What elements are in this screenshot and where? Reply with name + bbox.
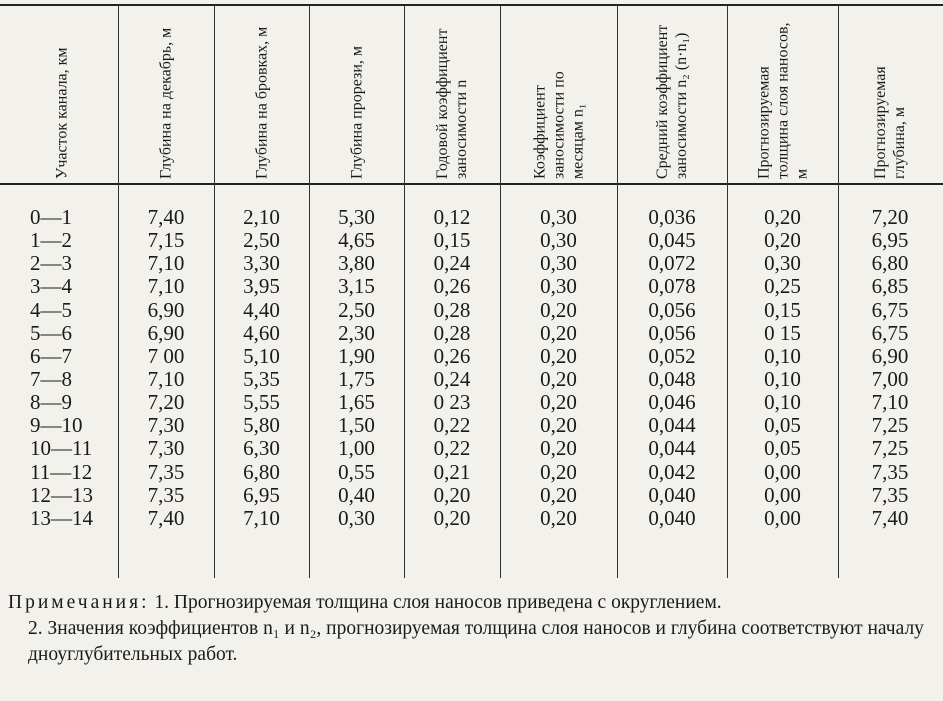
- table-cell: 5—6: [30, 320, 72, 345]
- table-cell: 0,20: [764, 205, 801, 229]
- table-cell: 5,55: [243, 390, 280, 415]
- table-cell: 0,00: [764, 459, 801, 484]
- column-divider: [214, 6, 215, 578]
- table-cell: 0,28: [433, 320, 471, 345]
- table-cell: 5,35: [243, 366, 280, 391]
- table-cell: 0,00: [764, 505, 801, 530]
- column-divider: [727, 6, 728, 578]
- table-cell: 0—1: [30, 205, 72, 229]
- note-1-text: 1. Прогнозируемая толщина слоя наносов приведена с округлением.: [154, 592, 722, 613]
- table-cell: 7,30: [147, 436, 185, 461]
- table-cell: 2,30: [338, 320, 375, 345]
- table-cell: 8—9: [30, 390, 72, 415]
- table-cell: 4,65: [338, 228, 375, 253]
- table-cell: 0,05: [764, 436, 801, 461]
- table-column-average-coef: [619, 206, 725, 530]
- table-cell: 0 15: [764, 320, 801, 345]
- table-cell: 7,40: [147, 505, 185, 530]
- table-cell: 0,30: [540, 228, 577, 253]
- table-cell: 0,15: [433, 228, 471, 253]
- column-divider: [617, 6, 618, 578]
- table-column-annual-coef: [406, 206, 498, 530]
- table-cell: 0,25: [764, 274, 801, 299]
- table-cell: 0,20: [540, 343, 577, 368]
- table-cell: 0,22: [433, 413, 471, 438]
- table-cell: 0,12: [433, 205, 471, 229]
- table-cell: 0,040: [648, 482, 696, 507]
- table-cell: 0,045: [648, 228, 696, 253]
- table-cell: 0,20: [433, 482, 471, 507]
- table-cell: 7,25: [871, 436, 909, 461]
- table-cell: 0,20: [540, 366, 577, 391]
- header-cell-cut-depth: [311, 10, 402, 180]
- table-cell: 0,05: [764, 413, 801, 438]
- table-cell: 0,048: [648, 366, 696, 391]
- column-divider: [404, 6, 405, 578]
- table-cell: 3,30: [243, 251, 280, 276]
- table-cell: 11—12: [30, 459, 93, 484]
- table-cell: 0,072: [648, 251, 696, 276]
- table-cell: 7,10: [147, 366, 185, 391]
- header-cell-average-coef: [619, 10, 725, 180]
- header-cell-layer-thickness: [729, 10, 836, 180]
- table-cell: 0,078: [648, 274, 696, 299]
- table-cell: 0,046: [648, 390, 696, 415]
- table-cell: 0,30: [540, 274, 577, 299]
- table-column-layer-thickness: [729, 206, 836, 530]
- table-cell: 2,10: [243, 205, 280, 229]
- table-cell: 3,15: [338, 274, 375, 299]
- header-cell-depth-edges: [216, 10, 307, 180]
- header-text: Прогнозируемая глубина, м: [872, 66, 908, 179]
- table-cell: 1—2: [30, 228, 72, 253]
- table-cell: 7,20: [871, 205, 909, 229]
- table-top-rule: [0, 4, 943, 6]
- table-cell: 1,65: [338, 390, 375, 415]
- table-cell: 0,20: [540, 505, 577, 530]
- table-cell: 2,50: [243, 228, 280, 253]
- table-cell: 0,10: [764, 343, 801, 368]
- table-cell: 9—10: [30, 413, 83, 438]
- table-cell: 0,26: [433, 343, 471, 368]
- table-cell: 0,55: [338, 459, 375, 484]
- table-cell: 0,26: [433, 274, 471, 299]
- table-cell: 6,95: [871, 228, 909, 253]
- table-cell: 6,85: [871, 274, 909, 299]
- table-cell: 5,80: [243, 413, 280, 438]
- table-cell: 12—13: [30, 482, 93, 507]
- table-cell: 0,20: [540, 436, 577, 461]
- table-cell: 0,28: [433, 297, 471, 322]
- table-cell: 6,90: [147, 320, 185, 345]
- table-cell: 0,24: [433, 251, 471, 276]
- table-cell: 0,20: [764, 228, 801, 253]
- table-cell: 7,35: [871, 459, 909, 484]
- table-cell: 7,10: [147, 251, 185, 276]
- table-cell: 5,30: [338, 205, 375, 229]
- table-cell: 6,90: [871, 343, 909, 368]
- header-text: Глубина прорези, м: [348, 45, 365, 179]
- header-text: Прогнозируемая толщина слоя наносов, м: [755, 22, 810, 179]
- header-text: Глубина на бровках, м: [253, 26, 270, 179]
- table-cell: 7,35: [147, 482, 185, 507]
- table-cell: 7,35: [147, 459, 185, 484]
- table-cell: 0,044: [648, 436, 696, 461]
- table-cell: 0,20: [540, 482, 577, 507]
- table-cell: 0,040: [648, 505, 696, 530]
- header-cell-monthly-coef: [502, 10, 615, 180]
- table-cell: 6—7: [30, 343, 72, 368]
- header-text: Коэффициент заносимости по месяцам n₁: [531, 71, 586, 179]
- table-cell: 7,35: [871, 482, 909, 507]
- header-text: Глубина на декабрь, м: [157, 27, 175, 179]
- table-cell: 0,30: [540, 251, 577, 276]
- table-cell: 0,20: [540, 320, 577, 345]
- table-column-cut-depth: [311, 206, 402, 530]
- table-cell: 7,10: [243, 505, 280, 530]
- table-cell: 4—5: [30, 297, 72, 322]
- table-cell: 0,30: [540, 205, 577, 229]
- note-1: [8, 590, 938, 616]
- table-column-depth-edges: [216, 206, 307, 530]
- table-cell: 0,056: [648, 297, 696, 322]
- table-cell: 0,20: [540, 413, 577, 438]
- header-cell-forecast-depth: [840, 10, 940, 180]
- table-cell: 1,75: [338, 366, 375, 391]
- table-cell: 0 23: [433, 390, 471, 415]
- table-cell: 6,75: [871, 297, 909, 322]
- table-cell: 0,20: [433, 505, 471, 530]
- table-cell: 4,60: [243, 320, 280, 345]
- table-cell: 7,15: [147, 228, 185, 253]
- notes-label: Примечания:: [8, 592, 150, 613]
- table-column-section: [30, 206, 118, 530]
- header-cell-section: [8, 10, 116, 180]
- column-divider: [118, 6, 119, 578]
- table-cell: 0,20: [540, 297, 577, 322]
- column-divider: [500, 6, 501, 578]
- table-cell: 2,50: [338, 297, 375, 322]
- table-cell: 3—4: [30, 274, 72, 299]
- table-cell: 0,21: [433, 459, 471, 484]
- table-cell: 7—8: [30, 366, 72, 391]
- table-cell: 6,80: [243, 459, 280, 484]
- table-cell: 0,052: [648, 343, 696, 368]
- table-cell: 6,80: [871, 251, 909, 276]
- table-cell: 0,036: [648, 205, 696, 229]
- table-cell: 6,95: [243, 482, 280, 507]
- table-cell: 1,50: [338, 413, 375, 438]
- table-cell: 7,00: [871, 366, 909, 391]
- header-text: Средний коэффициент заносимости n₂ (n·n₁): [654, 24, 690, 179]
- table-cell: 6,30: [243, 436, 280, 461]
- table-cell: 5,10: [243, 343, 280, 368]
- table-cell: 3,95: [243, 274, 280, 299]
- header-cell-depth-december: [120, 10, 212, 180]
- table-column-monthly-coef: [502, 206, 615, 530]
- table-cell: 10—11: [30, 436, 93, 461]
- table-cell: 1,90: [338, 343, 375, 368]
- table-notes: [8, 590, 938, 668]
- table-cell: 0,40: [338, 482, 375, 507]
- table-cell: 0,044: [648, 413, 696, 438]
- table-cell: 2—3: [30, 251, 72, 276]
- table-cell: 0,30: [338, 505, 375, 530]
- table-cell: 4,40: [243, 297, 280, 322]
- table-cell: 0,056: [648, 320, 696, 345]
- table-cell: 7,10: [147, 274, 185, 299]
- note-2: 2. Значения коэффициентов n₁ и n₂, прогнозируемая толщина слоя наносов и глубина соответствуют началу дноуглубительных работ.: [28, 618, 924, 665]
- table-cell: 0,20: [540, 390, 577, 415]
- table-cell: 0,042: [648, 459, 696, 484]
- header-cell-annual-coef: [406, 10, 498, 180]
- table-cell: 0,00: [764, 482, 801, 507]
- table-header-rule: [0, 183, 943, 185]
- column-divider: [838, 6, 839, 578]
- table-cell: 6,90: [147, 297, 185, 322]
- table-cell: 0,10: [764, 390, 801, 415]
- column-divider: [309, 6, 310, 578]
- table-cell: 7,20: [147, 390, 185, 415]
- header-text: Участок канала, км: [53, 47, 71, 179]
- table-cell: 7,30: [147, 413, 185, 438]
- table-cell: 1,00: [338, 436, 375, 461]
- table-cell: 7,40: [871, 505, 909, 530]
- header-text: Годовой коэффициент заносимости n: [434, 28, 470, 179]
- table-cell: 6,75: [871, 320, 909, 345]
- table-cell: 0,10: [764, 366, 801, 391]
- table-cell: 0,20: [540, 459, 577, 484]
- table-cell: 7,10: [871, 390, 909, 415]
- table-cell: 7,25: [871, 413, 909, 438]
- table-cell: 0,22: [433, 436, 471, 461]
- table-cell: 7,40: [147, 205, 185, 229]
- table-cell: 0,15: [764, 297, 801, 322]
- table-cell: 0,30: [764, 251, 801, 276]
- table-column-forecast-depth: [840, 206, 940, 530]
- table-cell: 7 00: [147, 343, 185, 368]
- table-column-depth-december: [120, 206, 212, 530]
- table-cell: 3,80: [338, 251, 375, 276]
- table-cell: 0,24: [433, 366, 471, 391]
- table-cell: 13—14: [30, 505, 93, 530]
